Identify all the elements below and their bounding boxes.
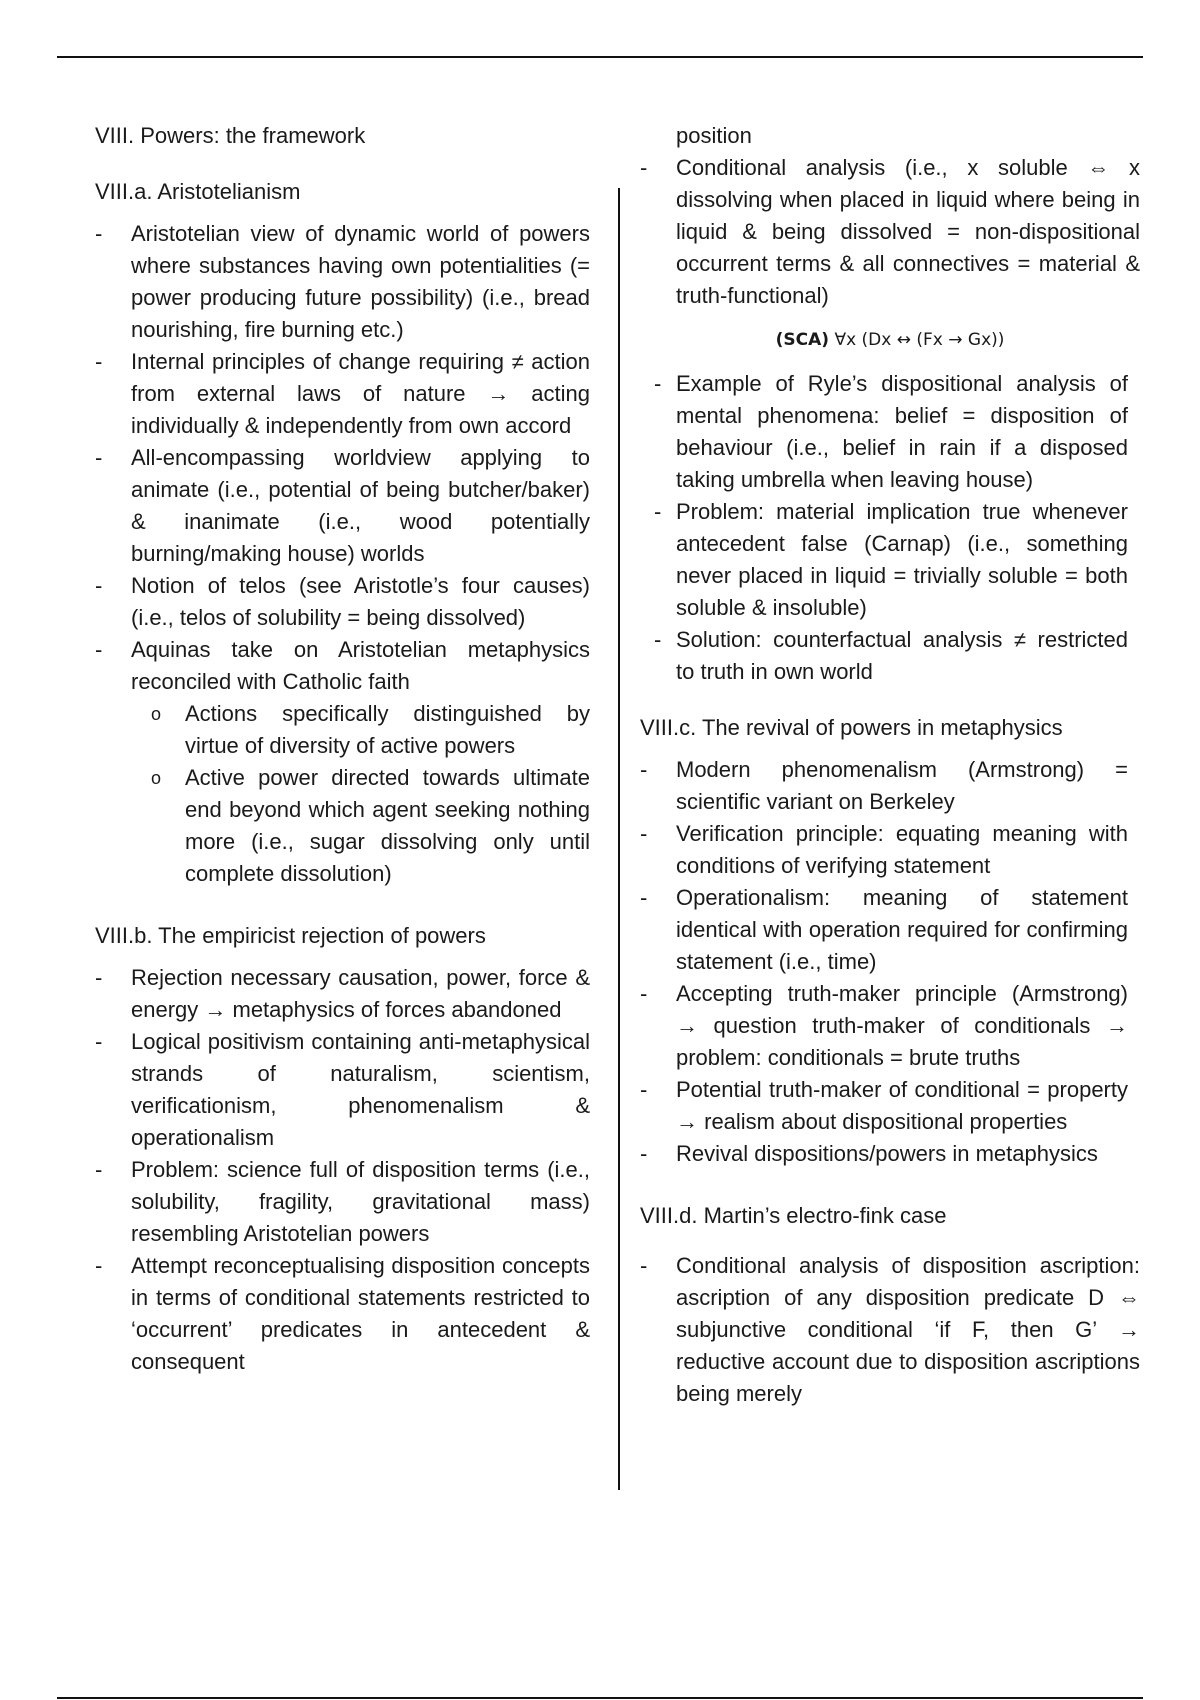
list-item: - Attempt reconceptualising disposition concepts in terms of conditional statements restricted to ‘occurrent’ predicates in antecedent & consequent: [95, 1250, 590, 1378]
column-divider: [618, 188, 620, 1490]
section-title: VIII.c. The revival of powers in metaphysics: [640, 715, 1063, 740]
bullet-list: [640, 368, 1140, 688]
list-item: - Aristotelian view of dynamic world of powers where substances having own potentialities (= power producing future possibility) (i.e., bread nourishing, fire burning etc.): [95, 218, 590, 346]
list-item: - Problem: science full of disposition terms (i.e., solubility, fragility, gravitational mass) resembling Aristotelian powers: [95, 1154, 590, 1250]
list-item: - Internal principles of change requiring ≠ action from external laws of nature → acting individually & independently from own accord: [95, 346, 590, 442]
section-viii-a: [95, 176, 590, 890]
footer-rule: [57, 1697, 1143, 1699]
bullet-list: [95, 218, 590, 698]
section-viii: [95, 120, 590, 152]
section-title: VIII.b. The empiricist rejection of powers: [95, 923, 486, 948]
list-item: - Logical positivism containing anti-metaphysical strands of naturalism, scientism, verificationism, phenomenalism & operationalism: [95, 1026, 590, 1154]
sca-formula: [640, 326, 1140, 354]
bullet-list: [95, 962, 590, 1378]
list-item: - Revival dispositions/powers in metaphysics: [640, 1138, 1128, 1170]
list-item: - Conditional analysis (i.e., x soluble ⇔ x dissolving when placed in liquid where being in liquid & being dissolved = non-dispositional occurrent terms & all connectives = material & truth-functional): [640, 152, 1140, 312]
list-item: - Verification principle: equating meaning with conditions of verifying statement: [640, 818, 1128, 882]
bullet-list: [640, 1250, 1140, 1410]
header-rule: [57, 56, 1143, 58]
list-item: - Accepting truth-maker principle (Armstrong) → question truth-maker of conditionals → problem: conditionals = brute truths: [640, 978, 1128, 1074]
formula-body: ∀x (Dx ↔ (Fx → Gx)): [834, 330, 1005, 350]
list-item: - Modern phenomenalism (Armstrong) = scientific variant on Berkeley: [640, 754, 1128, 818]
right-column: [640, 120, 1140, 1434]
list-item: - Solution: counterfactual analysis ≠ restricted to truth in own world: [640, 624, 1128, 688]
list-item: - Notion of telos (see Aristotle’s four causes) (i.e., telos of solubility = being dissolved): [95, 570, 590, 634]
section-title: VIII.d. Martin’s electro-fink case: [640, 1203, 947, 1228]
section-title: VIII.a. Aristotelianism: [95, 179, 301, 204]
list-item: - All-encompassing worldview applying to animate (i.e., potential of being butcher/baker) & inanimate (i.e., wood potentially burning/making house) worlds: [95, 442, 590, 570]
sub-bullet-list: [95, 698, 590, 890]
bullet-list: [640, 152, 1140, 312]
formula-label: (SCA): [775, 330, 830, 350]
list-item: - Example of Ryle’s dispositional analysis of mental phenomena: belief = disposition of behaviour (i.e., belief in rain if a disposed taking umbrella when leaving house): [640, 368, 1128, 496]
list-item: - Conditional analysis of disposition ascription: ascription of any disposition predicate D ⇔ subjunctive conditional ‘if F, then G’ → reductive account due to disposition ascriptions being merely: [640, 1250, 1140, 1410]
list-item: - Problem: material implication true whenever antecedent false (Carnap) (i.e., something never placed in liquid = trivially soluble = both soluble & insoluble): [640, 496, 1128, 624]
continued-text: position: [676, 123, 752, 148]
section-viii-d: [640, 1200, 1140, 1410]
list-item: - Rejection necessary causation, power, force & energy → metaphysics of forces abandoned: [95, 962, 590, 1026]
list-item: - Operationalism: meaning of statement identical with operation required for confirming statement (i.e., time): [640, 882, 1128, 978]
list-item: - Potential truth-maker of conditional = property → realism about dispositional properties: [640, 1074, 1128, 1138]
section-viii-b: [95, 920, 590, 1378]
section-viii-c: [640, 712, 1140, 1170]
left-column: [95, 120, 590, 1402]
sub-list-item: o Actions specifically distinguished by virtue of diversity of active powers: [151, 698, 590, 762]
bullet-list: [640, 754, 1140, 1170]
list-item: - Aquinas take on Aristotelian metaphysics reconciled with Catholic faith: [95, 634, 590, 698]
sub-list-item: o Active power directed towards ultimate end beyond which agent seeking nothing more (i.e., sugar dissolving only until complete dissolution): [151, 762, 590, 890]
section-title: VIII. Powers: the framework: [95, 123, 366, 148]
